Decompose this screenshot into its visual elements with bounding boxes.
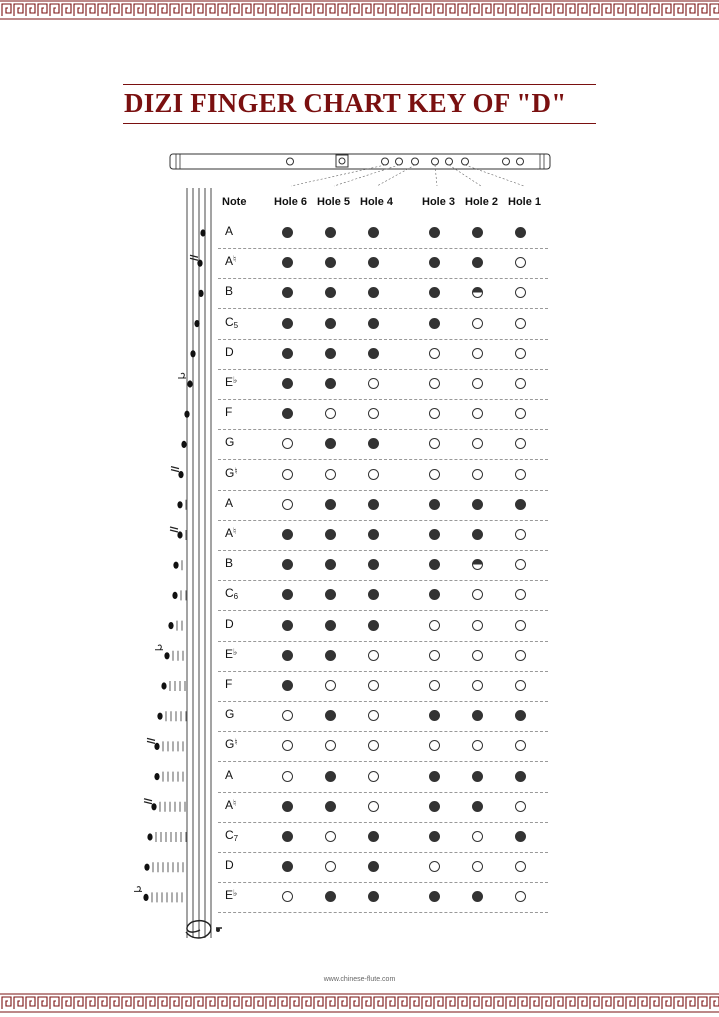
note-name: E [225, 646, 234, 661]
hole-3-closed-icon [429, 559, 440, 570]
note-label [225, 888, 237, 902]
note-name: C [225, 586, 234, 601]
note-label [225, 828, 238, 842]
hole-4-open-icon [368, 801, 379, 812]
hole-6-closed-icon [282, 801, 293, 812]
note-name: G [225, 435, 235, 450]
note-name: A [225, 797, 234, 812]
note-octave: 6 [233, 592, 239, 602]
hole-6-open-icon [282, 438, 293, 449]
note-label [225, 858, 234, 872]
table-row [218, 339, 548, 370]
table-row [218, 792, 548, 823]
header-hole-1: Hole 1 [508, 196, 542, 208]
page-title: DIZI FINGER CHART KEY OF "D" [124, 88, 567, 118]
hole-3-closed-icon [429, 831, 440, 842]
hole-6-closed-icon [282, 861, 293, 872]
hole-2-closed-icon [472, 710, 483, 721]
end-hole-b-icon [517, 158, 524, 165]
hole-1-open-icon [515, 287, 526, 298]
table-row [218, 520, 548, 551]
header-hole-5: Hole 5 [317, 196, 351, 208]
hole-2-closed-icon [472, 529, 483, 540]
hole-1-open-icon [515, 378, 526, 389]
note-label [225, 737, 238, 751]
hole-6-closed-icon [282, 318, 293, 329]
note-head-icon [190, 350, 195, 357]
note-head-icon [164, 652, 169, 659]
hole-2-half-icon [472, 559, 483, 570]
hole-2-closed-icon [472, 891, 483, 902]
hole-5-closed-icon [325, 438, 336, 449]
note-head-icon [198, 290, 203, 297]
note-head-icon [173, 562, 178, 569]
hole-2-open-icon [472, 348, 483, 359]
note-label [225, 466, 238, 480]
note-octave: 7 [233, 834, 239, 843]
note-head-icon [200, 229, 205, 236]
hole-1-open-icon [515, 348, 526, 359]
flute-hole-1-icon [462, 158, 469, 165]
hole-1-open-icon [515, 589, 526, 600]
header-hole-4: Hole 4 [360, 196, 394, 208]
table-row [218, 399, 548, 430]
hole-2-open-icon [472, 861, 483, 872]
hole-2-open-icon [472, 740, 483, 751]
hole-5-closed-icon [325, 348, 336, 359]
natural-sign-icon [144, 799, 152, 804]
note-label [225, 435, 234, 449]
note-head-icon [168, 622, 173, 629]
hole-5-closed-icon [325, 378, 336, 389]
note-name: E [225, 375, 234, 389]
hole-4-open-icon [368, 740, 379, 751]
table-row [218, 580, 548, 611]
note-label [225, 254, 236, 268]
note-accidental: ♮ [233, 254, 237, 265]
table-row [218, 822, 548, 853]
note-head-icon [154, 773, 159, 780]
note-accidental: ♮ [233, 797, 237, 808]
hole-3-closed-icon [429, 801, 440, 812]
hole-3-closed-icon [429, 257, 440, 268]
note-name: E [225, 888, 234, 903]
note-label [225, 617, 234, 631]
hole-1-open-icon [515, 559, 526, 570]
hole-6-open-icon [282, 499, 293, 510]
hole-3-closed-icon [429, 891, 440, 902]
table-row [218, 701, 548, 732]
note-head-icon [184, 411, 189, 418]
note-name: A [225, 224, 234, 238]
table-row [218, 309, 548, 340]
hole-1-closed-icon [515, 499, 526, 510]
note-name: G [225, 737, 235, 752]
note-name: A [225, 526, 234, 540]
hole-3-closed-icon [429, 710, 440, 721]
note-name: B [225, 284, 234, 299]
note-label [225, 284, 233, 298]
flat-sign-icon [134, 887, 142, 892]
table-row [218, 731, 548, 762]
hole-1-closed-icon [515, 710, 526, 721]
note-label [225, 798, 236, 812]
note-accidental: ♭ [233, 646, 238, 657]
hole-5-closed-icon [325, 771, 336, 782]
note-name: A [225, 495, 234, 510]
hole-4-closed-icon [368, 831, 379, 842]
flute-hole-4-icon [412, 158, 419, 165]
hole-2-open-icon [472, 650, 483, 661]
hole-2-open-icon [472, 680, 483, 691]
footer-url: www.chinese-flute.com [323, 976, 396, 983]
note-head-icon [154, 743, 159, 750]
hole-5-closed-icon [325, 227, 336, 238]
hole-5-closed-icon [325, 801, 336, 812]
table-row [218, 369, 548, 400]
header-hole-2: Hole 2 [465, 196, 499, 208]
hole-4-open-icon [368, 378, 379, 389]
header-hole-3: Hole 3 [422, 196, 456, 208]
hole-3-closed-icon [429, 771, 440, 782]
flat-sign-icon [178, 373, 186, 378]
note-name: G [225, 707, 235, 722]
hole-6-closed-icon [282, 589, 293, 600]
hole-1-open-icon [515, 680, 526, 691]
hole-1-open-icon [515, 257, 526, 268]
hole-5-closed-icon [325, 650, 336, 661]
note-head-icon [177, 501, 182, 508]
natural-sign-icon [147, 738, 155, 743]
note-head-icon [144, 864, 149, 871]
hole-4-closed-icon [368, 227, 379, 238]
natural-sign-icon [190, 255, 198, 260]
hole-2-closed-icon [472, 257, 483, 268]
note-name: D [225, 616, 234, 631]
hole-5-open-icon [325, 408, 336, 419]
note-label [225, 677, 232, 691]
flute-hole-2-icon [446, 158, 453, 165]
note-name: A [225, 254, 234, 269]
note-label [225, 768, 233, 782]
hole-4-closed-icon [368, 559, 379, 570]
note-label [225, 375, 237, 389]
hole-2-half-icon [472, 287, 483, 298]
note-label [225, 224, 233, 238]
hole-2-closed-icon [472, 801, 483, 812]
note-head-icon [172, 592, 177, 599]
hole-4-open-icon [368, 650, 379, 661]
hole-1-closed-icon [515, 227, 526, 238]
note-accidental: ♭ [233, 888, 238, 899]
note-label [225, 586, 238, 600]
note-accidental: ♮ [233, 526, 237, 536]
hole-4-closed-icon [368, 438, 379, 449]
table-row [218, 671, 548, 702]
hole-2-open-icon [472, 831, 483, 842]
hole-2-open-icon [472, 469, 483, 480]
hole-2-open-icon [472, 589, 483, 600]
hole-6-closed-icon [282, 378, 293, 389]
hole-4-closed-icon [368, 620, 379, 631]
hole-3-open-icon [429, 469, 440, 480]
header-hole-6: Hole 6 [274, 196, 308, 208]
hole-3-open-icon [429, 680, 440, 691]
hole-6-closed-icon [282, 680, 293, 691]
membrane-hole-inner-icon [339, 158, 345, 164]
note-label [225, 315, 238, 329]
hole-5-open-icon [325, 861, 336, 872]
hole-4-closed-icon [368, 529, 379, 540]
hole-5-open-icon [325, 740, 336, 751]
header-note: Note [222, 196, 247, 208]
hole-2-open-icon [472, 438, 483, 449]
hole-3-open-icon [429, 740, 440, 751]
table-row [218, 611, 548, 642]
hole-4-closed-icon [368, 287, 379, 298]
note-accidental: ♮ [234, 465, 238, 476]
table-row [218, 852, 548, 883]
hole-2-closed-icon [472, 771, 483, 782]
note-label [225, 405, 232, 419]
hole-3-closed-icon [429, 287, 440, 298]
table-row [218, 248, 548, 279]
note-head-icon [143, 894, 148, 901]
hole-1-closed-icon [515, 831, 526, 842]
hole-4-closed-icon [368, 348, 379, 359]
note-octave: 5 [233, 320, 239, 330]
note-head-icon [177, 531, 182, 538]
note-head-icon [157, 713, 162, 720]
hole-5-open-icon [325, 680, 336, 691]
hole-3-open-icon [429, 408, 440, 419]
hole-3-closed-icon [429, 318, 440, 329]
hole-1-open-icon [515, 650, 526, 661]
note-head-icon [197, 260, 202, 267]
hole-4-closed-icon [368, 861, 379, 872]
hole-3-open-icon [429, 861, 440, 872]
table-row [218, 490, 548, 521]
hole-4-closed-icon [368, 499, 379, 510]
table-row [218, 460, 548, 491]
note-label [225, 526, 236, 540]
note-label [225, 556, 233, 570]
table-row [218, 641, 548, 672]
flute-hole-5-icon [396, 158, 403, 165]
note-head-icon [178, 471, 183, 478]
note-name: A [225, 767, 234, 782]
hole-1-open-icon [515, 438, 526, 449]
hole-5-closed-icon [325, 891, 336, 902]
hole-2-open-icon [472, 408, 483, 419]
hole-5-closed-icon [325, 318, 336, 329]
note-head-icon [161, 682, 166, 689]
hole-3-open-icon [429, 620, 440, 631]
hole-3-closed-icon [429, 499, 440, 510]
flute-hole-3-icon [432, 158, 439, 165]
note-head-icon [181, 441, 186, 448]
hole-6-open-icon [282, 469, 293, 480]
table-row [218, 429, 548, 460]
note-accidental: ♭ [233, 375, 238, 385]
hole-2-open-icon [472, 620, 483, 631]
hole-5-closed-icon [325, 529, 336, 540]
hole-4-closed-icon [368, 257, 379, 268]
hole-6-closed-icon [282, 348, 293, 359]
hole-1-open-icon [515, 740, 526, 751]
flat-sign-icon [155, 645, 163, 650]
hole-3-closed-icon [429, 227, 440, 238]
hole-6-closed-icon [282, 227, 293, 238]
hole-1-open-icon [515, 891, 526, 902]
hole-5-closed-icon [325, 589, 336, 600]
note-name: C [225, 314, 234, 329]
hole-6-closed-icon [282, 287, 293, 298]
hole-1-open-icon [515, 408, 526, 419]
natural-sign-icon [171, 467, 179, 472]
note-label [225, 707, 234, 721]
hole-6-closed-icon [282, 408, 293, 419]
hole-5-closed-icon [325, 620, 336, 631]
hole-1-open-icon [515, 861, 526, 872]
hole-1-open-icon [515, 620, 526, 631]
hole-3-open-icon [429, 348, 440, 359]
hole-1-open-icon [515, 318, 526, 329]
hole-1-open-icon [515, 529, 526, 540]
hole-6-closed-icon [282, 650, 293, 661]
hole-4-open-icon [368, 710, 379, 721]
hole-6-closed-icon [282, 529, 293, 540]
flute-hole-6-icon [382, 158, 389, 165]
hole-6-open-icon [282, 740, 293, 751]
note-name: F [225, 677, 233, 691]
hole-3-open-icon [429, 438, 440, 449]
note-name: D [225, 344, 234, 359]
hole-3-open-icon [429, 650, 440, 661]
hole-4-closed-icon [368, 318, 379, 329]
hole-5-closed-icon [325, 559, 336, 570]
note-label [225, 647, 237, 661]
hole-2-open-icon [472, 378, 483, 389]
table-row [218, 218, 548, 249]
end-hole-a-icon [503, 158, 510, 165]
note-name: D [225, 858, 234, 873]
natural-sign-icon [170, 527, 178, 532]
hole-3-closed-icon [429, 529, 440, 540]
hole-5-closed-icon [325, 710, 336, 721]
hole-1-open-icon [515, 469, 526, 480]
hole-5-closed-icon [325, 257, 336, 268]
hole-5-open-icon [325, 831, 336, 842]
note-head-icon [151, 803, 156, 810]
table-row [218, 278, 548, 309]
embouchure-hole-icon [287, 158, 294, 165]
note-head-icon [147, 833, 152, 840]
hole-6-open-icon [282, 771, 293, 782]
hole-4-open-icon [368, 771, 379, 782]
hole-6-closed-icon [282, 257, 293, 268]
table-row [218, 762, 548, 793]
hole-2-open-icon [472, 318, 483, 329]
hole-6-closed-icon [282, 559, 293, 570]
note-head-icon [187, 380, 192, 387]
hole-6-open-icon [282, 891, 293, 902]
table-row [218, 550, 548, 581]
note-name: G [225, 465, 235, 480]
hole-5-open-icon [325, 469, 336, 480]
hole-1-open-icon [515, 801, 526, 812]
note-label [225, 345, 234, 359]
hole-3-closed-icon [429, 589, 440, 600]
note-name: F [225, 405, 233, 420]
hole-2-closed-icon [472, 227, 483, 238]
hole-4-closed-icon [368, 891, 379, 902]
hole-5-closed-icon [325, 499, 336, 510]
note-head-icon [194, 320, 199, 327]
table-row [218, 882, 548, 913]
music-staff [0, 0, 240, 1017]
hole-1-closed-icon [515, 771, 526, 782]
hole-4-open-icon [368, 408, 379, 419]
hole-2-closed-icon [472, 499, 483, 510]
hole-6-closed-icon [282, 620, 293, 631]
clef-dot-icon [216, 928, 220, 932]
note-name: C [225, 828, 234, 842]
hole-3-open-icon [429, 378, 440, 389]
hole-6-open-icon [282, 710, 293, 721]
note-label [225, 496, 233, 510]
note-accidental: ♮ [234, 737, 238, 748]
hole-6-closed-icon [282, 831, 293, 842]
hole-4-open-icon [368, 469, 379, 480]
decorative-border-bottom [0, 993, 719, 1013]
note-name: B [225, 556, 234, 571]
hole-4-closed-icon [368, 589, 379, 600]
hole-5-closed-icon [325, 287, 336, 298]
hole-4-open-icon [368, 680, 379, 691]
